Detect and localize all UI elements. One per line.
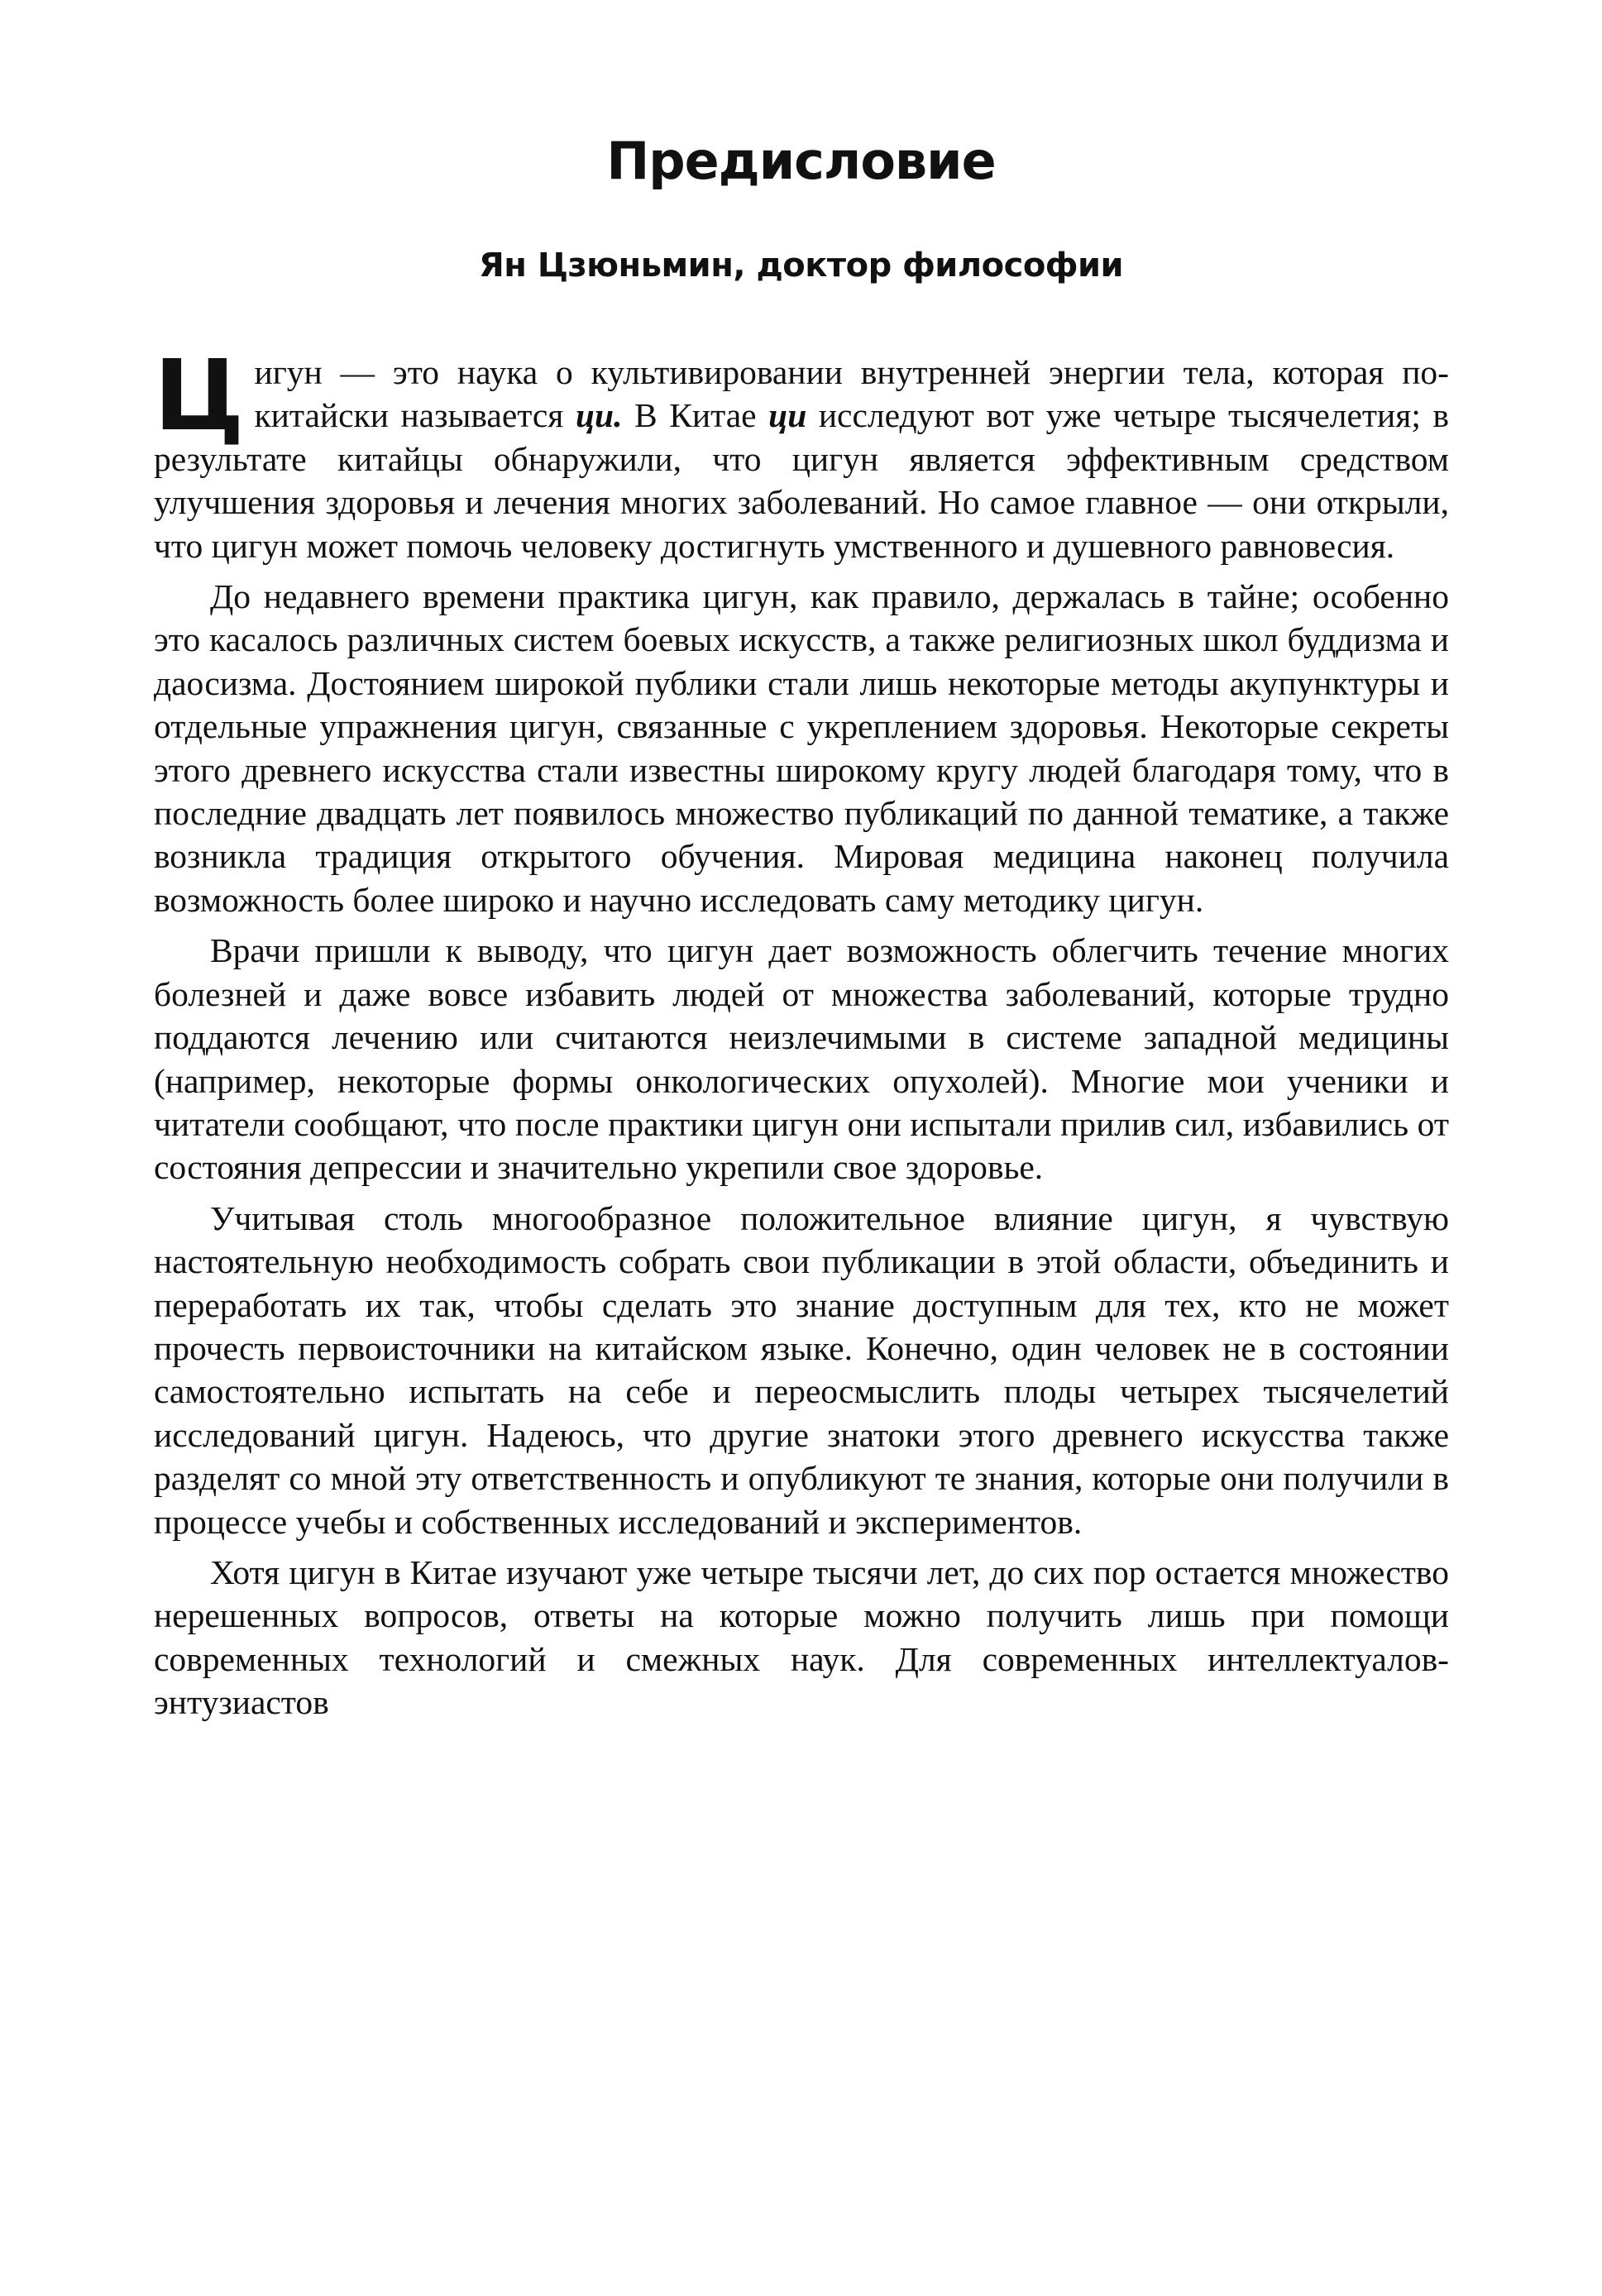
paragraph-text: До недавнего времени практика цигун, как правило, держалась в тайне; особенно это касалось различных систем боевых искусств, а также религиозных школ буддизма и даосизма. Достоянием широкой публики стали лишь некоторые методы акупунктуры и отдельные упражнения цигун, связанные с укреплением здоровья. Некоторые секреты этого древнего искусства стали известны широкому кругу людей благодаря тому, что в последние двадцать лет появилось множество публикаций по данной тематике, а также возникла традиция открытого обучения. Мировая медицина наконец получила возможность более широко и научно исследовать саму методику цигун. — [154, 577, 1449, 919]
paragraph-3 — [154, 929, 1449, 1189]
paragraph-text: исследуют вот уже четыре тысячелетия; в результате китайцы обнаружили, что цигун является эффективным средством улучшения здоровья и лечения многих заболеваний. Но самое главное — они открыли, что цигун может помочь человеку достигнуть умственного и душевного равновесия. — [154, 396, 1449, 565]
paragraph-4 — [154, 1197, 1449, 1543]
paragraph-text: В Китае — [622, 396, 769, 435]
page-title: Предисловие — [606, 131, 996, 191]
paragraph-text: Учитывая столь многообразное положительное влияние цигун, я чувствую настоятельную необходимость собрать свои публикации в этой области, объединить и переработать их так, чтобы сделать это знание доступным для тех, кто не может прочесть первоисточники на китайском языке. Конечно, один человек не в состоянии самостоятельно испытать на себе и переосмыслить плоды четырех тысячелетий исследований цигун. Надеюсь, что другие знатоки этого древнего искусства также разделят со мной эту ответственность и опубликуют те знания, которые они получили в процессе учебы и собственных исследований и экспериментов. — [154, 1198, 1449, 1541]
paragraph-text: игун — это наука о культивировании внутренней энергии тела, которая по-китайски называется — [254, 353, 1449, 435]
paragraph-text: Врачи пришли к выводу, что цигун дает возможность облегчить течение многих болезней и даже вовсе избавить людей от множества заболеваний, которые трудно поддаются лечению или считаются неизлечимыми в системе западной медицины (например, некоторые формы онкологических опухолей). Многие мои ученики и читатели сообщают, что после практики цигун они испытали прилив сил, избавились от состояния депрессии и значительно укрепили свое здоровье. — [154, 931, 1449, 1187]
italic-term: ци. — [575, 396, 623, 435]
italic-term: ци — [768, 396, 807, 435]
body-text — [154, 338, 1449, 1732]
paragraph-2 — [154, 575, 1449, 921]
paragraph-text: Хотя цигун в Китае изучают уже четыре тысячи лет, до сих пор остается множество нерешенных вопросов, ответы на которые можно получить лишь при помощи современных технологий и смежных наук. Для современных интеллектуалов-энтузиастов — [154, 1552, 1449, 1722]
drop-cap: Ц — [154, 338, 245, 452]
author-line: Ян Цзюньмин, доктор философии — [478, 246, 1124, 285]
paragraph-1 — [154, 338, 1449, 567]
paragraph-5 — [154, 1551, 1449, 1724]
